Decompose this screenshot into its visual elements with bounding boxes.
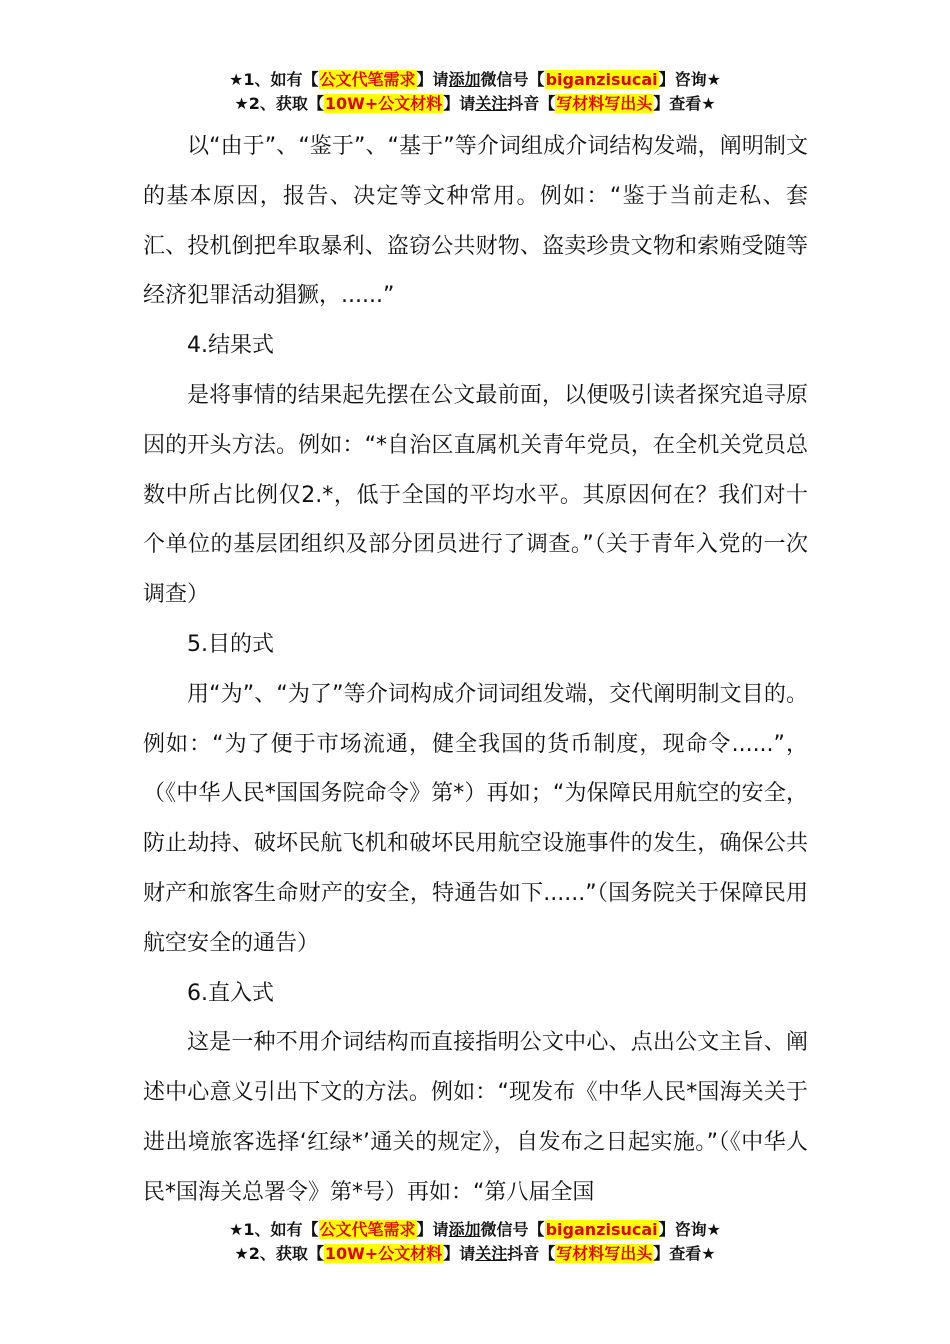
section-heading: 5.目的式 [187,631,274,657]
footer-banner [0,1218,950,1266]
banner-text: 】查看★ [653,1244,716,1263]
banner-highlight: biganzisucai [545,1220,658,1239]
banner-highlight: 10W+公文材料 [324,1244,443,1263]
banner-line-2 [0,92,950,116]
section-heading: 6.直入式 [187,980,274,1006]
banner-highlight: biganzisucai [545,70,658,89]
banner-text: ★1、如有【 [229,1220,319,1239]
banner-text: 抖音【 [507,1244,556,1263]
document-body [143,122,808,1218]
banner-highlight: 写材料写出头 [556,1244,653,1263]
paragraph: 这是一种不用介词结构而直接指明公文中心、点出公文主旨、阐述中心意义引出下文的方法。例如：“现发布《中华人民*国海关关于进出境旅客选择‘红绿*’通关的规定》，自发布之日起实施。”（《中华人民*国海关总署令》第*号）再如：“第八届全国 [143,1030,808,1205]
banner-text: 】咨询★ [658,1220,721,1239]
paragraph: 以“由于”、“鉴于”、“基于”等介词组成介词结构发端，阐明制文的基本原因，报告、决定等文种常用。例如：“鉴于当前走私、套汇、投机倒把牟取暴利、盗窃公共财物、盗卖珍贵文物和索贿受随等经济犯罪活动猖獗，......” [143,134,808,309]
banner-text: 微信号【 [480,1220,545,1239]
banner-text: 】请 [416,1220,449,1239]
banner-text: ★2、获取【 [234,94,324,113]
banner-underline: 添加 [448,70,481,89]
banner-text: 】请 [416,70,449,89]
banner-text: 抖音【 [507,94,556,113]
paragraph: 是将事情的结果起先摆在公文最前面，以便吸引读者探究追寻原因的开头方法。例如：“*自治区直属机关青年党员，在全机关党员总数中所占比例仅2.*，低于全国的平均水平。其原因何在？我们对十个单位的基层团组织及部分团员进行了调查。”（关于青年入党的一次调查） [143,382,808,608]
banner-highlight: 公文代笔需求 [319,1220,416,1239]
banner-text: 】请 [443,1244,476,1263]
paragraph: 用“为”、“为了”等介词构成介词词组发端，交代阐明制文目的。例如：“为了便于市场流通，健全我国的货币制度，现命令......”，（《中华人民*国国务院命令》第*）再如；“为保障民用航空的安全，防止劫持、破坏民航飞机和破坏民用航空设施事件的发生，确保公共财产和旅客生命财产的安全，特通告如下......”（国务院关于保障民用航空安全的通告） [143,681,808,956]
banner-text: ★1、如有【 [229,70,319,89]
banner-text: 】咨询★ [658,70,721,89]
banner-highlight: 10W+公文材料 [324,94,443,113]
banner-text: 】查看★ [653,94,716,113]
banner-line-2 [0,1242,950,1266]
banner-highlight: 公文代笔需求 [319,70,416,89]
banner-underline: 关注 [475,1244,508,1263]
banner-text: 微信号【 [480,70,545,89]
banner-line-1 [0,1218,950,1242]
banner-text: ★2、获取【 [234,1244,324,1263]
banner-underline: 关注 [475,94,508,113]
banner-line-1 [0,68,950,92]
banner-highlight: 写材料写出头 [556,94,653,113]
header-banner [0,68,950,116]
section-heading: 4.结果式 [187,333,274,359]
banner-underline: 添加 [448,1220,481,1239]
banner-text: 】请 [443,94,476,113]
